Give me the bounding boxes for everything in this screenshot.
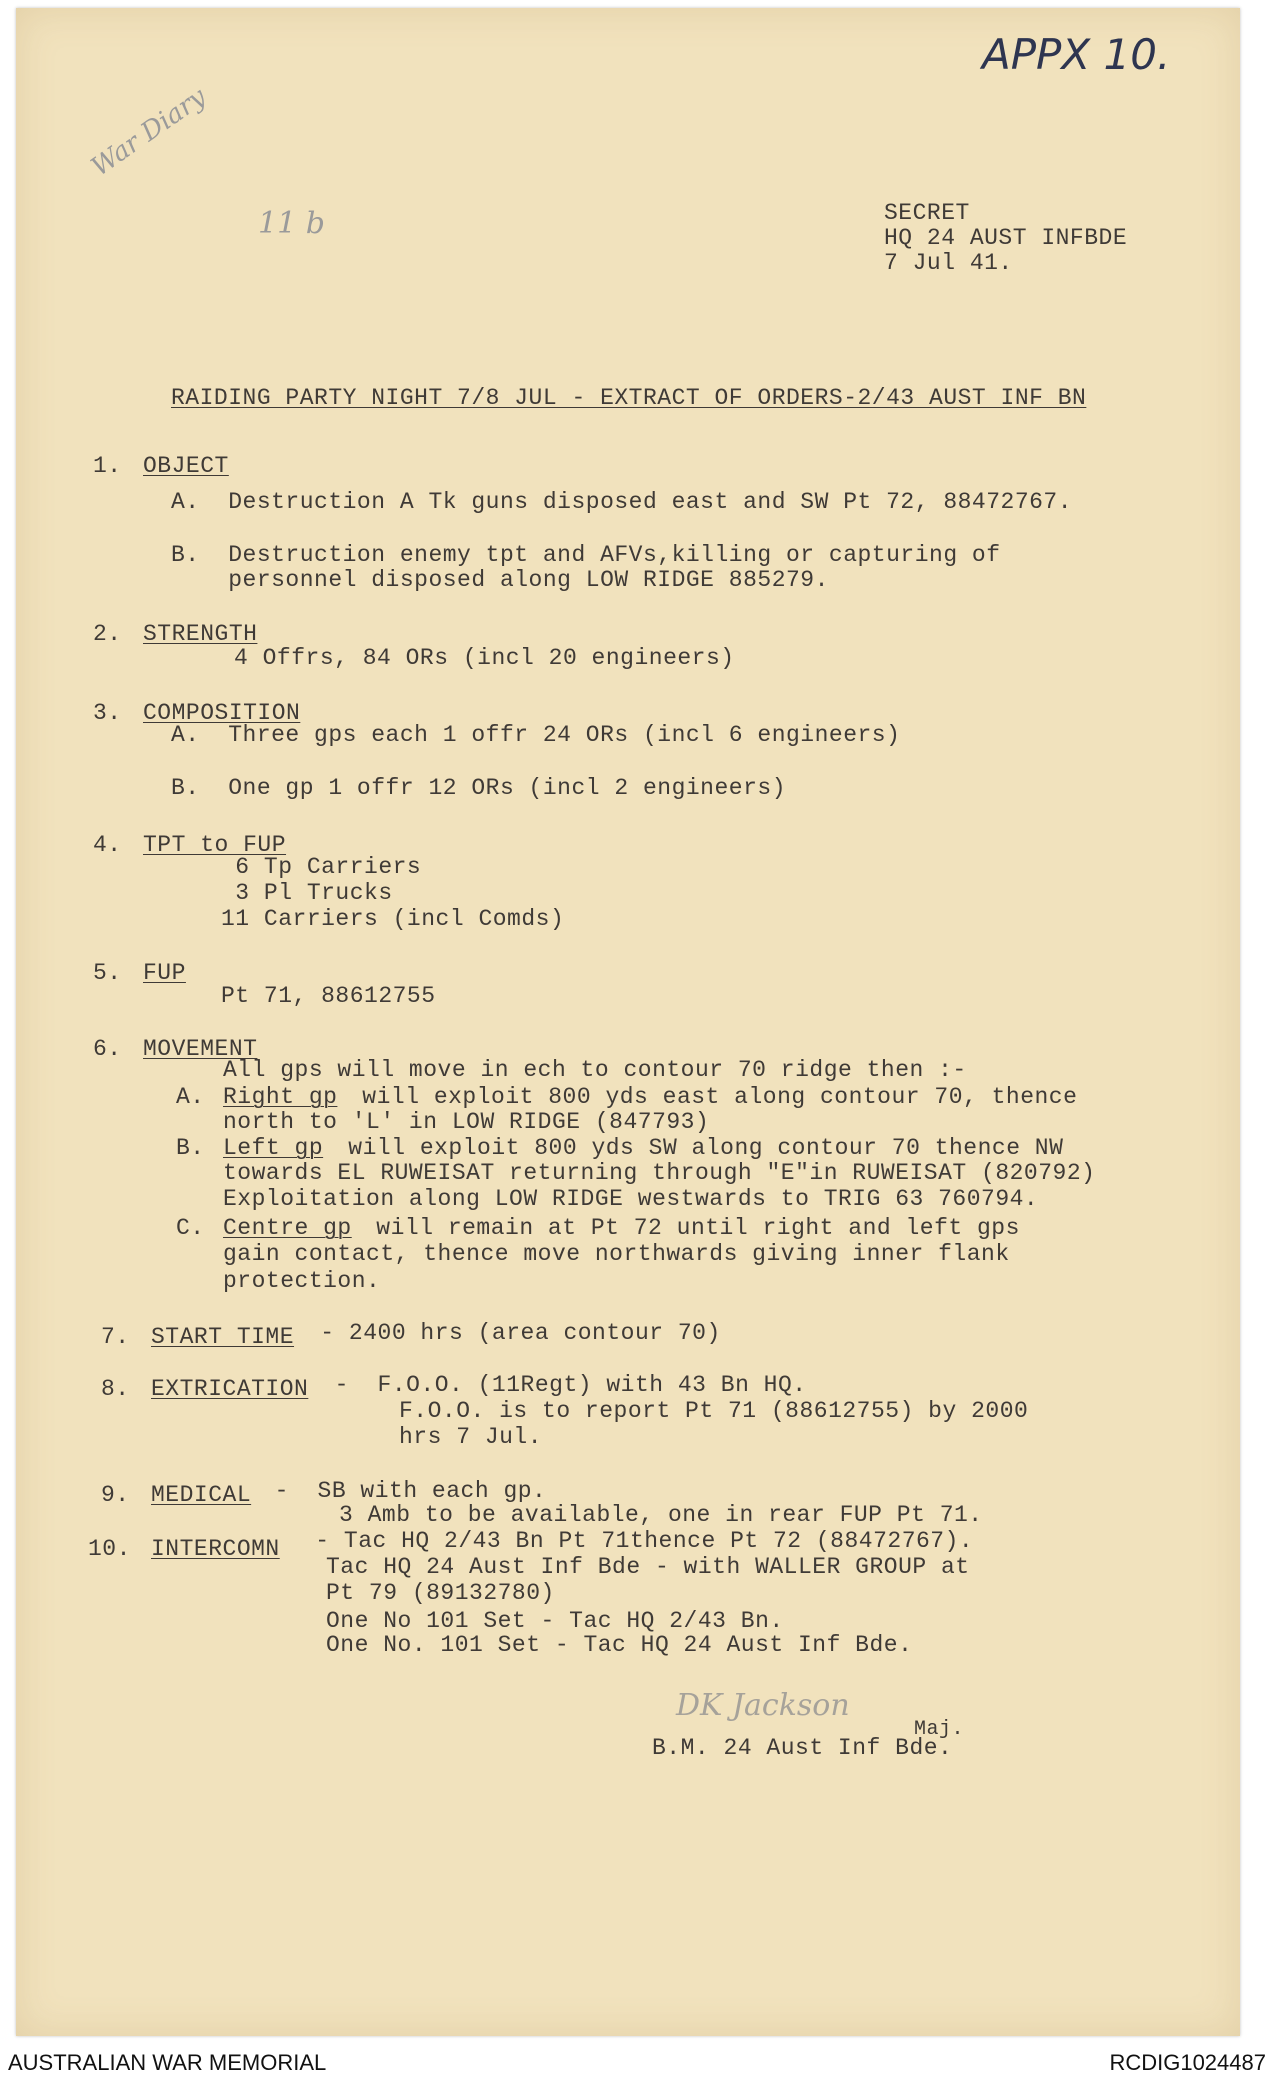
- section-9-number: 9.: [101, 1482, 130, 1508]
- section-6-item-a-label: A.: [176, 1084, 205, 1110]
- section-6-intro: All gps will move in ech to contour 70 ridge then :-: [223, 1057, 967, 1083]
- section-2-heading: STRENGTH: [143, 621, 258, 647]
- section-10-number: 10.: [88, 1536, 131, 1562]
- classification: SECRET: [884, 200, 970, 226]
- section-6-number: 6.: [93, 1036, 122, 1062]
- header-date: 7 Jul 41.: [884, 250, 1013, 276]
- section-10-line5: One No. 101 Set - Tac HQ 24 Aust Inf Bde.: [326, 1632, 913, 1658]
- footer-source: AUSTRALIAN WAR MEMORIAL: [8, 2050, 327, 2075]
- section-6-item-c-line1: will remain at Pt 72 until right and left gps: [362, 1215, 1020, 1241]
- section-4-line2: 3 Pl Trucks: [221, 880, 393, 906]
- section-6-item-b-line1: will exploit 800 yds SW along contour 70 thence NW: [334, 1135, 1064, 1161]
- section-6-item-b-line2: towards EL RUWEISAT returning through "E"in RUWEISAT (820792): [223, 1160, 1096, 1186]
- signature: DK Jackson: [676, 1688, 850, 1723]
- section-8-heading: EXTRICATION: [151, 1376, 309, 1402]
- pencil-mark: 11 b: [258, 206, 325, 241]
- section-3-item-a: A. Three gps each 1 offr 24 ORs (incl 6 engineers): [171, 722, 901, 748]
- section-6-item-a-heading: Right gp: [223, 1084, 338, 1110]
- section-6-item-a-line2: north to 'L' in LOW RIDGE (847793): [223, 1109, 710, 1135]
- section-1-heading: OBJECT: [143, 453, 229, 479]
- signature-rank: Maj.: [914, 1718, 965, 1741]
- section-1-item-b-line1: B. Destruction enemy tpt and AFVs,killing or capturing of: [171, 542, 1001, 568]
- appendix-handwritten: APPX 10.: [982, 30, 1171, 79]
- section-4-line1: 6 Tp Carriers: [221, 854, 422, 880]
- section-6-heading: MOVEMENT: [143, 1036, 258, 1062]
- section-10-line2: Tac HQ 24 Aust Inf Bde - with WALLER GROUP at: [326, 1554, 970, 1580]
- section-6-item-c-line3: protection.: [223, 1268, 381, 1294]
- section-6-item-b-heading: Left gp: [223, 1135, 324, 1161]
- section-10-heading: INTERCOMN: [151, 1536, 280, 1562]
- pencil-note-war-diary: War Diary: [86, 82, 212, 183]
- section-7-text: - 2400 hrs (area contour 70): [306, 1320, 721, 1346]
- section-3-item-b: B. One gp 1 offr 12 ORs (incl 2 engineers): [171, 775, 786, 801]
- section-8-number: 8.: [101, 1376, 130, 1402]
- section-5-number: 5.: [93, 960, 122, 986]
- section-9-line1: - SB with each gp.: [246, 1478, 547, 1504]
- section-6-item-c-label: C.: [176, 1215, 205, 1241]
- document-title: RAIDING PARTY NIGHT 7/8 JUL - EXTRACT OF ORDERS-2/43 AUST INF BN: [171, 385, 1087, 411]
- section-10-line4: One No 101 Set - Tac HQ 2/43 Bn.: [326, 1608, 784, 1634]
- section-10-line1: - Tac HQ 2/43 Bn Pt 71thence Pt 72 (88472767).: [301, 1528, 974, 1554]
- section-7-number: 7.: [101, 1324, 130, 1350]
- section-5-text: Pt 71, 88612755: [221, 983, 436, 1009]
- section-1-item-a: A. Destruction A Tk guns disposed east and SW Pt 72, 88472767.: [171, 489, 1073, 515]
- section-8-line3: hrs 7 Jul.: [399, 1424, 543, 1450]
- section-4-number: 4.: [93, 832, 122, 858]
- section-2-number: 2.: [93, 621, 122, 647]
- section-6-item-b-line3: Exploitation along LOW RIDGE westwards to TRIG 63 760794.: [223, 1186, 1039, 1212]
- section-9-heading: MEDICAL: [151, 1482, 252, 1508]
- section-6-item-c-line2: gain contact, thence move northwards giving inner flank: [223, 1241, 1010, 1267]
- section-1-number: 1.: [93, 453, 122, 479]
- document-page: [16, 8, 1240, 2036]
- section-4-heading: TPT to FUP: [143, 832, 287, 858]
- section-3-heading: COMPOSITION: [143, 700, 301, 726]
- section-2-text: 4 Offrs, 84 ORs (incl 20 engineers): [234, 645, 735, 671]
- section-6-item-b-label: B.: [176, 1135, 205, 1161]
- section-8-line2: F.O.O. is to report Pt 71 (88612755) by 2000: [399, 1398, 1029, 1424]
- signature-block: B.M. 24 Aust Inf Bde.: [652, 1735, 953, 1761]
- section-10-line3: Pt 79 (89132780): [326, 1580, 555, 1606]
- section-9-line2: 3 Amb to be available, one in rear FUP Pt 71.: [339, 1502, 983, 1528]
- section-3-number: 3.: [93, 700, 122, 726]
- section-5-heading: FUP: [143, 960, 186, 986]
- section-6-item-a-line1: will exploit 800 yds east along contour 70, thence: [348, 1084, 1078, 1110]
- section-8-line1: - F.O.O. (11Regt) with 43 Bn HQ.: [306, 1372, 807, 1398]
- section-1-item-b-line2: personnel disposed along LOW RIDGE 885279.: [171, 567, 829, 593]
- header-unit: HQ 24 AUST INFBDE: [884, 225, 1128, 251]
- section-7-heading: START TIME: [151, 1324, 295, 1350]
- footer-id: RCDIG1024487: [1109, 2050, 1266, 2075]
- section-4-line3: 11 Carriers (incl Comds): [221, 906, 565, 932]
- section-6-item-c-heading: Centre gp: [223, 1215, 352, 1241]
